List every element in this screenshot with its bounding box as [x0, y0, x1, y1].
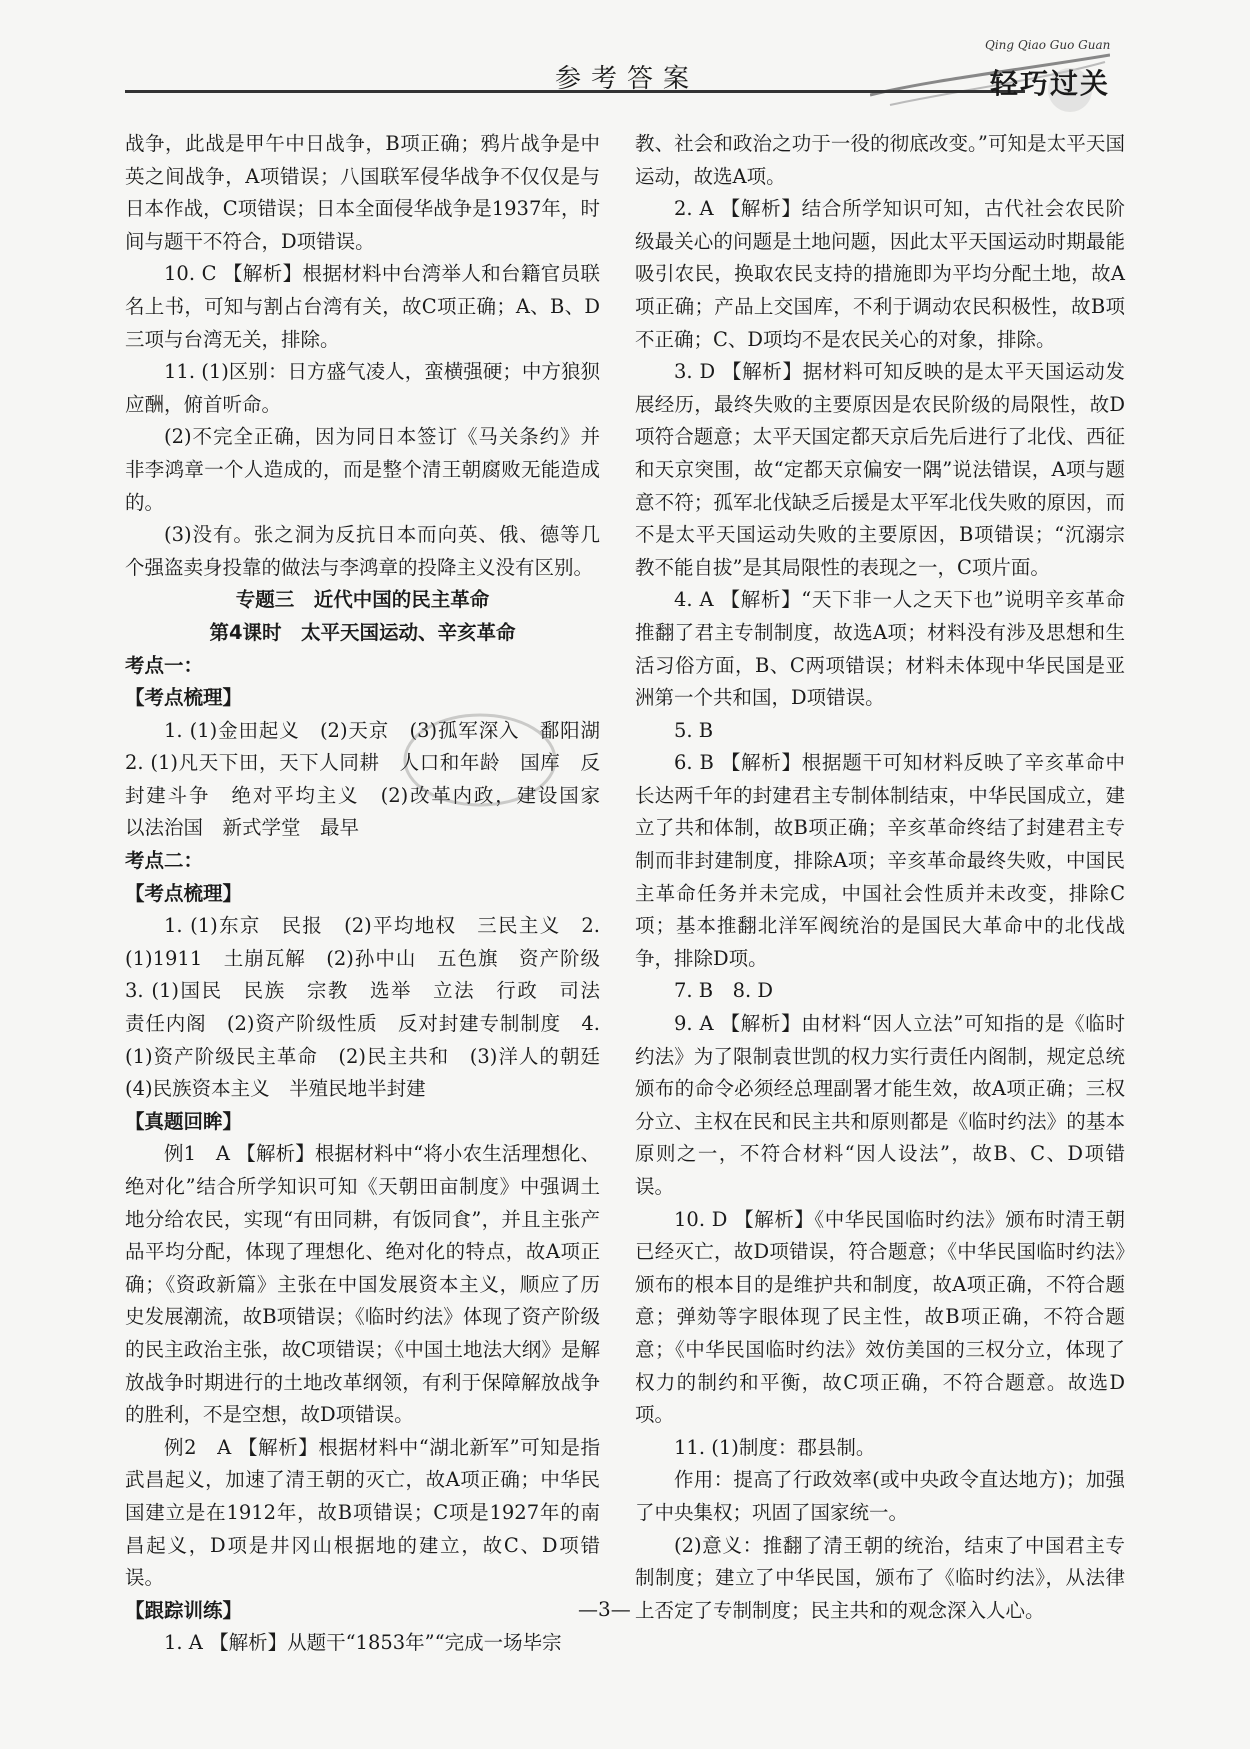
- section-title: 专题三 近代中国的民主革命: [235, 588, 490, 612]
- paragraph: 作用：提高了行政效率(或中央政令直达地方)；加强了中央集权；巩固了国家统一。: [635, 1468, 1125, 1524]
- paragraph: 7. B 8. D: [674, 979, 774, 1003]
- paragraph: 5. B: [674, 718, 714, 742]
- box-heading: 【跟踪训练】: [125, 1598, 243, 1622]
- paragraph: (2)意义：推翻了清王朝的统治，结束了中国君主专制制度；建立了中华民国，颁布了《临时约法》，从法律上否定了专制制度；民主共和的观念深入人心。: [635, 1533, 1125, 1622]
- paragraph: 教、社会和政治之功于一役的彻底改变。”可知是太平天国运动，故选A项。: [635, 132, 1125, 188]
- right-column: [635, 128, 1125, 1627]
- section-label: 考点一：: [125, 653, 204, 677]
- paragraph: 9. A 【解析】由材料“因人立法”可知指的是《临时约法》为了限制袁世凯的权力实行责任内阁制，规定总统颁布的命令必须经总理副署才能生效，故A项正确；三权分立、主权在民和民主共和原则都是《临时约法》的基本原则之一，不符合材料“因人设法”，故B、C、D项错误。: [635, 1012, 1125, 1198]
- box-heading: 【真题回眸】: [125, 1109, 243, 1133]
- paragraph: 11. (1)制度：郡县制。: [674, 1435, 876, 1459]
- paragraph: 4. A 【解析】“天下非一人之天下也”说明辛亥革命推翻了君主专制制度，故选A项；材料没有涉及思想和生活习俗方面，B、C两项错误；材料未体现中华民国是亚洲第一个共和国，D项错误。: [635, 588, 1125, 710]
- paragraph: 11. (1)区别：日方盛气凌人，蛮横强硬；中方狼狈应酬，俯首听命。: [125, 360, 600, 416]
- paragraph: 例2 A 【解析】根据材料中“湖北新军”可知是指武昌起义，加速了清王朝的灭亡，故A项正确；中华民国建立是在1912年，故B项错误；C项是1927年的南昌起义，D项是井冈山根据地的建立，故C、D项错误。: [125, 1435, 600, 1590]
- brand-logo: 轻巧过关: [990, 67, 1111, 100]
- paragraph: 1. (1)东京 民报 (2)平均地权 三民主义 2. (1)1911 土崩瓦解 (2)孙中山 五色旗 资产阶级 3. (1)国民 民族 宗教 选举 立法 行政 司法 责任内阁 (2)资产阶级性质 反对封建专制制度 4. (1)资产阶级民主革命 (2)民主共和 (3)洋人的朝廷 (4)民族资本主义 半殖民地半封建: [125, 914, 620, 1101]
- paragraph: 1. A 【解析】从题干“1853年”“完成一场毕宗: [164, 1631, 562, 1655]
- brand-pinyin: Qing Qiao Guo Guan: [985, 38, 1111, 52]
- paragraph: 1. (1)金田起义 (2)天京 (3)孤军深入 鄱阳湖 2. (1)凡天下田，天下人同耕 人口和年龄 国库 反封建斗争 绝对平均主义 (2)改革内政，建设国家 以法治国 新式学堂 最早: [125, 718, 620, 840]
- paragraph: (3)没有。张之洞为反抗日本而向英、俄、德等几个强盗卖身投靠的做法与李鸿章的投降主义没有区别。: [125, 523, 600, 579]
- paragraph: 6. B 【解析】根据题干可知材料反映了辛亥革命中长达两千年的封建君主专制体制结束，中华民国成立，建立了共和体制，故B项正确；辛亥革命终结了封建君主专制而非封建制度，排除A项；辛亥革命最终失败，中国民主革命任务并未完成，中国社会性质并未改变，排除C项；基本推翻北洋军阀统治的是国民大革命中的北伐战争，排除D项。: [635, 751, 1125, 970]
- paragraph: 2. A 【解析】结合所学知识可知，古代社会农民阶级最关心的问题是土地问题，因此太平天国运动时期最能吸引农民，换取农民支持的措施即为平均分配土地，故A项正确；产品上交国库，不利于调动农民积极性，故B项不正确；C、D项均不是农民关心的对象，排除。: [635, 197, 1125, 351]
- box-heading: 【考点梳理】: [125, 881, 243, 905]
- page-title: 参考答案: [555, 64, 700, 94]
- paragraph: 3. D 【解析】据材料可知反映的是太平天国运动发展经历，最终失败的主要原因是农民阶级的局限性，故D项符合题意；太平天国定都天京后先后进行了北伐、西征和天京突围，故“定都天京偏安一隅”说法错误，A项与题意不符；孤军北伐缺乏后援是太平军北伐失败的原因，而不是太平天国运动失败的主要原因，B项错误；“沉溺宗教不能自拔”是其局限性的表现之一，C项片面。: [635, 360, 1125, 579]
- watermark-stamp: [395, 700, 565, 820]
- lesson-title: 第4课时 太平天国运动、辛亥革命: [209, 620, 516, 644]
- paragraph: 10. D 【解析】《中华民国临时约法》颁布时清王朝已经灭亡，故D项错误，符合题意；《中华民国临时约法》颁布的根本目的是维护共和制度，故A项正确，不符合题意；弹劾等字眼体现了民主性，故B项正确，不符合题意；《中华民国临时约法》效仿美国的三权分立，体现了权力的制约和平衡，故C项正确，不符合题意。故选D项。: [635, 1207, 1125, 1427]
- paragraph: 战争，此战是甲午中日战争，B项正确；鸦片战争是中英之间战争，A项错误；八国联军侵华战争不仅仅是与日本作战，C项错误；日本全面侵华战争是1937年，时间与题干不符合，D项错误。: [125, 132, 600, 253]
- paragraph: 10. C 【解析】根据材料中台湾举人和台籍官员联名上书，可知与割占台湾有关，故C项正确；A、B、D三项与台湾无关，排除。: [125, 262, 600, 351]
- box-heading: 【考点梳理】: [125, 686, 243, 710]
- page-header: [0, 0, 1250, 120]
- paragraph: (2)不完全正确，因为同日本签订《马关条约》并非李鸿章一个人造成的，而是整个清王朝腐败无能造成的。: [125, 425, 600, 514]
- paragraph: 例1 A 【解析】根据材料中“将小农生活理想化、绝对化”结合所学知识可知《天朝田亩制度》中强调土地分给农民，实现“有田同耕，有饭同食”，并且主张产品平均分配，体现了理想化、绝对化的特点，故A项正确；《资政新篇》主张在中国发展资本主义，顺应了历史发展潮流，故B项错误；《临时约法》体现了资产阶级的民主政治主张，故C项错误；《中国土地法大纲》是解放战争时期进行的土地改革纲领，有利于保障解放战争的胜利，不是空想，故D项错误。: [125, 1142, 600, 1427]
- section-label: 考点二：: [125, 849, 204, 873]
- page-number: —3—: [578, 1597, 631, 1621]
- left-column: [125, 128, 620, 1660]
